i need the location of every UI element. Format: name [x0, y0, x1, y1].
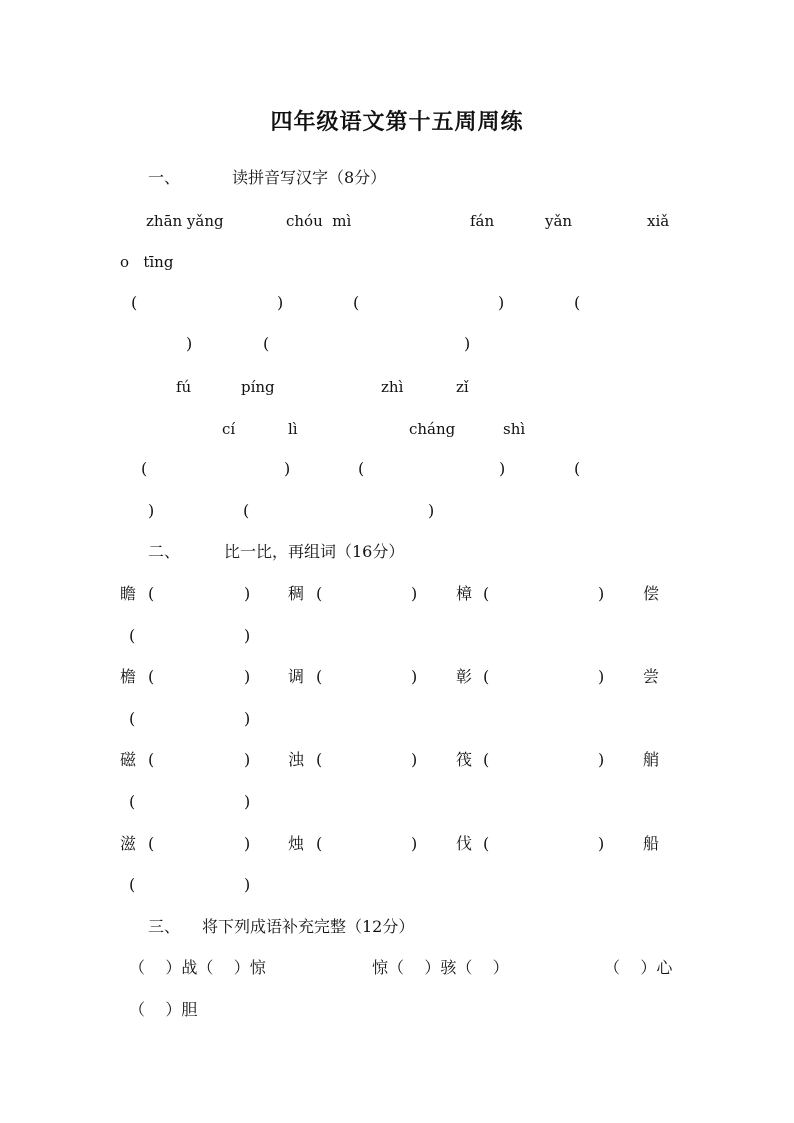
answer-bracket[interactable]: )	[598, 667, 605, 686]
word-char: 稠	[288, 584, 305, 603]
word-char: 滋	[120, 834, 137, 853]
pinyin-ping: píng	[241, 378, 275, 396]
answer-bracket[interactable]: (	[483, 750, 490, 769]
section1-heading: 读拼音写汉字（8分）	[232, 168, 387, 187]
answer-bracket[interactable]: (	[148, 584, 155, 603]
pinyin-shi: shì	[503, 420, 526, 438]
pinyin-fu: fú	[176, 378, 192, 396]
answer-bracket[interactable]: (	[141, 459, 148, 478]
answer-bracket[interactable]: )	[148, 501, 155, 520]
answer-bracket[interactable]: )	[244, 750, 251, 769]
pinyin-oting: o tīng	[120, 253, 174, 271]
answer-bracket[interactable]: )	[244, 667, 251, 686]
answer-bracket[interactable]: (	[316, 584, 323, 603]
pinyin-ci: cí	[222, 420, 236, 438]
answer-bracket[interactable]: (	[243, 501, 250, 520]
idiom-blank[interactable]: 惊（ ）骇（ ）	[372, 958, 509, 977]
answer-bracket[interactable]: (	[148, 834, 155, 853]
pinyin-zi: zǐ	[456, 378, 469, 396]
section1-number: 一、	[148, 168, 181, 187]
answer-bracket[interactable]: )	[411, 834, 418, 853]
answer-bracket[interactable]: )	[498, 293, 505, 312]
page-title: 四年级语文第十五周周练	[270, 109, 524, 135]
answer-bracket[interactable]: (	[129, 709, 136, 728]
answer-bracket[interactable]: (	[574, 459, 581, 478]
pinyin-li: lì	[288, 420, 298, 438]
section2-heading: 比一比，再组词（16分）	[224, 542, 405, 561]
answer-bracket[interactable]: (	[263, 334, 270, 353]
answer-bracket[interactable]: (	[129, 792, 136, 811]
pinyin-fan: fán	[470, 212, 495, 230]
answer-bracket[interactable]: )	[186, 334, 193, 353]
word-char: 檐	[120, 667, 137, 686]
pinyin-zhi: zhì	[381, 378, 404, 396]
answer-bracket[interactable]: )	[244, 875, 251, 894]
word-char: 偿	[643, 584, 660, 603]
answer-bracket[interactable]: )	[411, 750, 418, 769]
pinyin-choumi: chóu mì	[286, 212, 352, 230]
answer-bracket[interactable]: (	[129, 875, 136, 894]
word-char: 彰	[456, 667, 473, 686]
answer-bracket[interactable]: (	[316, 834, 323, 853]
answer-bracket[interactable]: )	[244, 709, 251, 728]
pinyin-chang: cháng	[409, 420, 456, 438]
answer-bracket[interactable]: (	[483, 584, 490, 603]
answer-bracket[interactable]: )	[499, 459, 506, 478]
idiom-blank[interactable]: （ ）战（ ）惊	[129, 958, 266, 977]
answer-bracket[interactable]: (	[353, 293, 360, 312]
answer-bracket[interactable]: )	[277, 293, 284, 312]
answer-bracket[interactable]: (	[358, 459, 365, 478]
pinyin-xia: xiǎ	[647, 212, 670, 230]
answer-bracket[interactable]: (	[483, 834, 490, 853]
word-char: 尝	[643, 667, 660, 686]
answer-bracket[interactable]: (	[574, 293, 581, 312]
answer-bracket[interactable]: )	[598, 750, 605, 769]
answer-bracket[interactable]: )	[244, 626, 251, 645]
section3-number: 三、	[148, 917, 181, 936]
answer-bracket[interactable]: )	[411, 584, 418, 603]
answer-bracket[interactable]: (	[129, 626, 136, 645]
answer-bracket[interactable]: (	[148, 750, 155, 769]
word-char: 磁	[120, 750, 137, 769]
idiom-blank[interactable]: （ ）心	[604, 958, 673, 977]
answer-bracket[interactable]: )	[411, 667, 418, 686]
word-char: 樟	[456, 584, 473, 603]
answer-bracket[interactable]: (	[131, 293, 138, 312]
section3-heading: 将下列成语补充完整（12分）	[202, 917, 415, 936]
answer-bracket[interactable]: (	[316, 667, 323, 686]
idiom-blank[interactable]: （ ）胆	[129, 1000, 198, 1019]
word-char: 伐	[456, 834, 473, 853]
word-char: 瞻	[120, 584, 137, 603]
word-char: 烛	[288, 834, 305, 853]
word-char: 调	[288, 667, 305, 686]
word-char: 船	[643, 834, 660, 853]
answer-bracket[interactable]: (	[316, 750, 323, 769]
word-char: 浊	[288, 750, 305, 769]
section2-number: 二、	[148, 542, 181, 561]
answer-bracket[interactable]: )	[284, 459, 291, 478]
answer-bracket[interactable]: )	[428, 501, 435, 520]
answer-bracket[interactable]: )	[244, 834, 251, 853]
answer-bracket[interactable]: )	[464, 334, 471, 353]
pinyin-zhanyang: zhān yǎng	[146, 212, 224, 230]
answer-bracket[interactable]: )	[598, 584, 605, 603]
pinyin-yan: yǎn	[545, 212, 573, 230]
answer-bracket[interactable]: (	[483, 667, 490, 686]
word-char: 筏	[456, 750, 473, 769]
word-char: 艄	[643, 750, 660, 769]
answer-bracket[interactable]: (	[148, 667, 155, 686]
answer-bracket[interactable]: )	[244, 792, 251, 811]
answer-bracket[interactable]: )	[244, 584, 251, 603]
answer-bracket[interactable]: )	[598, 834, 605, 853]
